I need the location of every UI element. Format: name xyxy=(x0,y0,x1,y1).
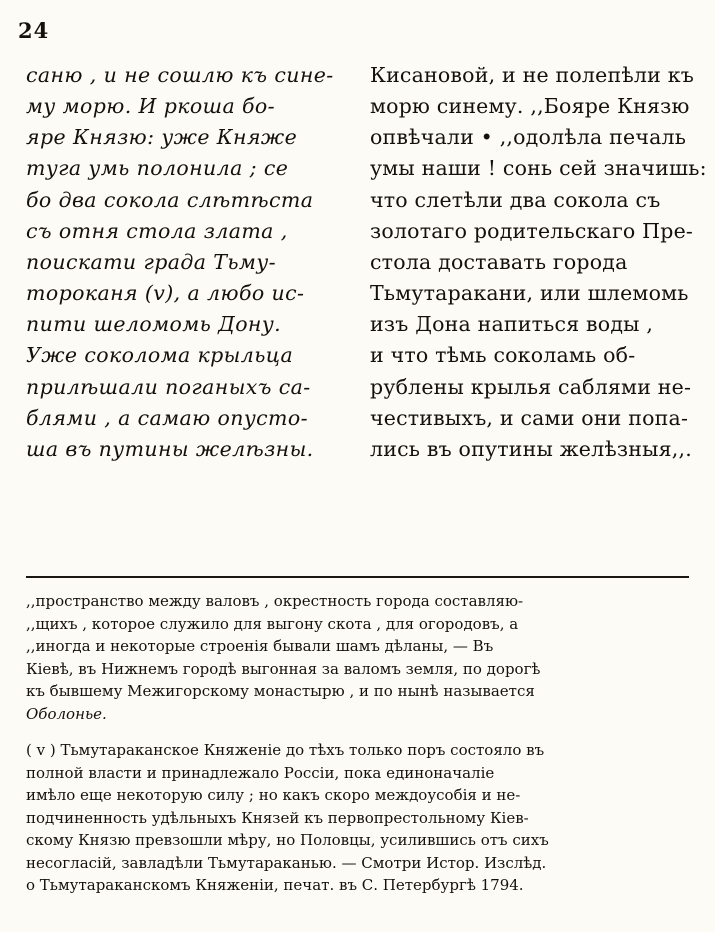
text-line: туга умь полонила ; се xyxy=(26,156,289,181)
text-line: поискати града Тьму- xyxy=(26,249,276,274)
old-text-paragraph xyxy=(26,60,344,465)
text-line: блями , а самаю опусто- xyxy=(26,405,308,430)
text-line: бо два сокола слѣтѣста xyxy=(26,187,314,212)
footnote-line: ,,пространство между валовъ , окрестность города составляю- xyxy=(26,592,524,610)
text-line: пити шеломомь Дону. xyxy=(26,312,282,337)
footnote-v xyxy=(26,739,689,897)
text-line: честивыхъ, и сами они попа- xyxy=(370,405,689,430)
text-line: му морю. И ркоша бо- xyxy=(26,94,275,119)
text-line: Уже соколома крыльца xyxy=(26,343,294,368)
footnote-line: ( v ) Тьмутараканское Княженіе до тѣхъ только поръ состояло въ xyxy=(26,741,545,759)
footnote-line: подчиненность удѣльныхъ Князей къ первопрестольному Кіев- xyxy=(26,808,529,827)
text-line: и что тѣмь соколамь об- xyxy=(370,343,636,368)
footnote-line: скому Князю превзошли мѣру, но Половцы, усилившись отъ сихъ xyxy=(26,831,549,849)
footnotes-section xyxy=(26,590,689,907)
text-line: золотаго родительскаго Пре- xyxy=(370,218,694,243)
text-line: Тьмутаракани, или шлемомь xyxy=(370,281,689,306)
footnote-line: имѣло еще некоторую силу ; но какъ скоро междоусобія и не- xyxy=(26,786,521,804)
footnote-line: полной власти и принадлежало Россіи, пока единоначаліе xyxy=(26,763,495,782)
footnote-line: несогласій, завладѣли Тьмутараканью. — Смотри Истор. Изслѣд. xyxy=(26,853,547,872)
footnote-divider-rule xyxy=(26,576,689,578)
text-line: прилѣшали поганыхъ са- xyxy=(26,374,311,399)
footnote-line: Оболонье. xyxy=(26,704,107,723)
translation-paragraph xyxy=(370,60,707,465)
text-line: тороканя (v), а любо ис- xyxy=(26,281,305,306)
text-line: опвѣчали • ,,одолѣла печаль xyxy=(370,125,687,150)
footnote-line: о Тьмутараканскомъ Княженіи, печат. въ С. Петербургѣ 1794. xyxy=(26,876,524,894)
footnote-prostranstvo xyxy=(26,590,689,725)
text-line: морю синему. ,,Бояре Князю xyxy=(370,94,690,119)
footnote-line: Кіевѣ, въ Нижнемъ городѣ выгонная за валомъ земля, по дорогѣ xyxy=(26,659,541,678)
text-line: изъ Дона напиться воды , xyxy=(370,312,654,337)
text-line: съ отня стола злата , xyxy=(26,218,288,243)
text-line: саню , и не сошлю къ сине- xyxy=(26,63,334,87)
column-left-old-slavonic xyxy=(26,60,344,465)
footnote-line: ,,иногда и некоторые строенія бывали шамъ дѣланы, — Въ xyxy=(26,637,494,655)
footnote-line: къ бывшему Межигорскому монастырю , и по нынѣ называется xyxy=(26,682,535,700)
text-line: яре Князю: уже Княже xyxy=(26,125,298,150)
text-line: стола доставать города xyxy=(370,249,628,274)
text-line: лись въ опутины желѣзныя,,. xyxy=(370,436,692,461)
footnote-line: ,,щихъ , которое служило для выгону скота , для огородовъ, а xyxy=(26,614,519,633)
text-line: что слетѣли два сокола съ xyxy=(370,187,661,212)
text-line: ша въ путины желѣзны. xyxy=(26,436,314,461)
page-number: 24 xyxy=(18,18,50,43)
text-line: рублены крылья саблями не- xyxy=(370,374,692,399)
text-line: Кисановой, и не полепѣли къ xyxy=(370,63,694,87)
two-column-body xyxy=(26,60,707,465)
text-line: умы наши ! сонь сей значишь: xyxy=(370,156,707,181)
column-right-translation xyxy=(370,60,707,465)
